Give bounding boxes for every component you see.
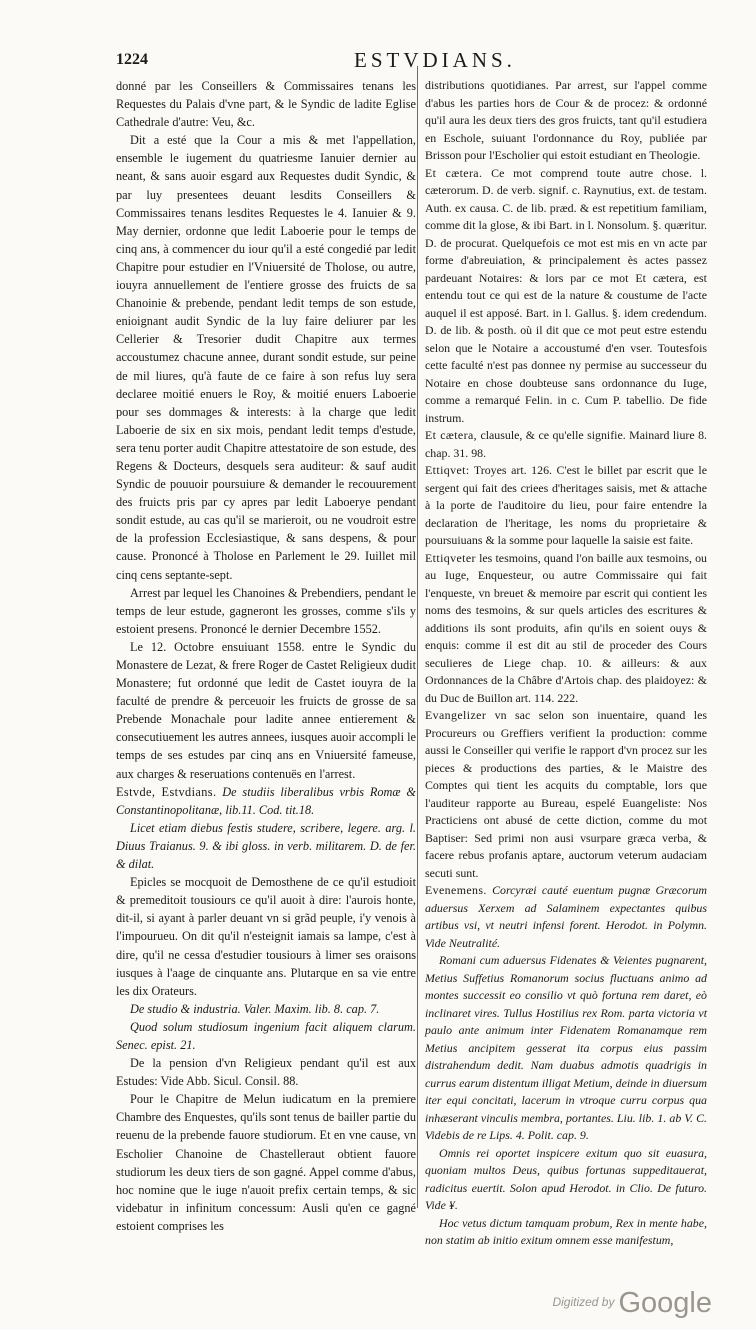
entry-headword: Ettiqvet: — [425, 463, 470, 477]
paragraph-text: Epicles se mocquoit de Demosthene de ce qu'il estudioit & premeditoit tousiours ce qu'il auoit à dire: l'aurois honte, dit-il, si ayant à parler deuant vn si grãd peuple, i'y venois à l'impourueu. On dit qu'il n'esteignit iamais sa lampe, c'est à dire, qu'il ne cessa d'estudier tousiours à limer ses oraisons iusques à l'aage de cinquante ans. Plutarque en sa vie entre les dix Orateurs. — [116, 875, 416, 998]
paragraph-text: distributions quotidianes. Par arrest, sur l'appel comme d'abus les parties hors de Cour & de procez: & ordonné qu'il aura les deux tiers des gros fruicts, tant qu'il estudiera en Eschole, suiuant l'ordonnance du Roy, publiée par Brisson pour l'Escholier qui estoit estudiant en Theologie. — [425, 78, 707, 162]
left-column — [116, 77, 416, 1235]
paragraph-text: Romani cum aduersus Fidenates & Veientes pugnarent, Metius Suffetius Romanorum socius fluctuans animo ad montes successit eo consilio vt quò fortuna rem daret, eò inclinaret vires. Tullus Hostilius rex Rom. parta victoria vt paulo ante animum inter Fidenatem Romanamque rem Metius ancipitem gesserat ita corpus eius passim distrahendum dedit. Nam duabus admotis quadrigis in currus earum distentum illigat Metium, deinde in diuersum iter equi concitati, lacerum in vtroque curru corpus qua inhæserant vinculis membra, portantes. Liu. lib. 1. ab V. C. Videbis de re Lips. 4. Polit. cap. 9. — [425, 953, 707, 1142]
paragraph — [116, 77, 416, 131]
paragraph-text: vn sac selon son inuentaire, quand les Procureurs ou Greffiers verifient la production: comme aussi le Conseiller qui verifie le rapport d'vn procez sur les pieces & productions des parties, & le Maistre des Comptes qui tient les acquits du comptable, lors que l'auditeur rapporte au Bureau, espelé Euangeliste: Nos Practiciens ont abusé de cette diction, comme du mot Baptiser: Sed primi non ausi vsurpare græca verba, & facere rebus profanis aptare, auctorum veterum audaciam secuti sunt. — [425, 708, 707, 880]
paragraph — [425, 1145, 707, 1215]
paragraph — [116, 131, 416, 583]
paragraph-text: Le 12. Octobre ensuiuant 1558. entre le Syndic du Monastere de Lezat, & frere Roger de Castet Religieux dudit Monastere; fut ordonné que ledit de Castet iouyra de la faculté de prendre & perceuoir les fruicts de grosse de sa Prebende Monachale pour ladite annee entierement & consecutiuement les autres annees, iusques auoir accompli le temps de ses estudes par cinq ans en Vniuersité fameuse, aux charges & reseruations contenuës en l'arrest. — [116, 639, 416, 781]
paragraph-text: Pour le Chapitre de Melun iudicatum en la premiere Chambre des Enquestes, qu'ils sont tenus de bailler partie du reuenu de la prebende fauore studiorum. Et en vne cause, vn Escholier Chanoine de Chastelleraut obtient fauore studiorum les deux tiers de son gagné. Appel comme d'abus, hoc nomine que le iuge n'auoit prefix certain temps, & sic videbatur in infinitum concessum: Ausli qu'en ce gagné estoient comprises les — [116, 1092, 416, 1233]
page-number: 1224 — [116, 51, 148, 68]
paragraph — [425, 462, 707, 550]
paragraph-text: Hoc vetus dictum tamquam probum, Rex in mente habe, non statim ab initio exitum omnem esse manifestum, — [425, 1215, 707, 1247]
paragraph — [116, 1054, 416, 1090]
page-header — [116, 48, 698, 74]
digitized-by-text: Digitized by — [552, 1295, 615, 1309]
paragraph — [425, 952, 707, 1145]
paragraph-text: Corcyræi cauté euentum pugnæ Græcorum aduersus Xerxem ad Salaminem expectantes quibus artibus vsi, vt neutri infensi forent. Herodot. in Polymn. Vide Neutralité. — [425, 883, 707, 950]
paragraph — [116, 1090, 416, 1235]
entry-headword: Estvde, Estvdians. — [116, 784, 217, 799]
paragraph — [116, 783, 416, 819]
paragraph-text: Arrest par lequel les Chanoines & Prebendiers, pendant le temps de leur estude, gagneront les grosses, comme s'ils y estoient presens. Prononcé le dernier Decembre 1552. — [116, 585, 416, 636]
paragraph-text: De studiis liberalibus vrbis Romæ & Constantinopolitanæ, lib.11. Cod. tit.18. — [116, 784, 416, 817]
google-logo-text: Google — [618, 1287, 712, 1319]
paragraph-text: Licet etiam diebus festis studere, scribere, legere. arg. l. Diuus Traianus. 9. & ibi gloss. in verb. militarem. D. de fer. & dilat. — [116, 820, 416, 872]
paragraph — [116, 1000, 416, 1018]
paragraph — [425, 165, 707, 428]
entry-headword: Evenemens. — [425, 883, 487, 897]
paragraph-text: clausule, & ce qu'elle signifie. Mainard liure 8. chap. 31. 98. — [425, 428, 707, 460]
paragraph-text: Ce mot comprend toute autre chose. l. cæterorum. D. de verb. signif. c. Raynutius, ext. de testam. Auth. ex causa. C. de lib. præd. & est repetitium familiam, comme dit la glose, & ibi Bart. in l. Nonsolum. §. quæritur. D. de procurat. Quelquefois ce mot est mis en vn acte par forme d'abreuiation, & principalement ès actes passez pardeuant Notaires: & lors par ce mot Et cætera, est entendu tout ce qui est de la nature & coustume de l'acte auquel il est apposé. Bart. in l. Gallus. §. idem credendum. D. de lib. & posth. où il dit que ce mot peut estre estendu selon que le Notaire a accoustumé d'en vser. Toutesfois cette faculté n'est pas donnee ny permise au successeur du Notaire en chose doubteuse sans ordonnance du Iuge, comme a remarqué Felin. in c. Cum P. tabellio. De fide instrum. — [425, 165, 707, 425]
paragraph — [425, 427, 707, 462]
paragraph — [425, 1215, 707, 1250]
paragraph-text: Dit a esté que la Cour a mis & met l'appellation, ensemble le iugement du quatriesme Ianuier dernier au neant, & sans auoir esgard aux Requestes dudit Syndic, & par luy presentees deuant lesdits Conseillers & Commissaires tenans lesdites Requestes le 4. Ianuier & 9. May dernier, ordonne que ledit Laboerie pour le temps de cinq ans, à commencer du iour qu'il a esté congedié par ledit Chapitre pour estudier en l'Vniuersité de Tholose, ou autre, iouyra annuellement de l'entiere grosse des fruicts de sa Chanoinie & prebende, pendant ledit temps de son estude, enioignant audit Syndic de la luy faire deliurer par les Cellerier & Tresorier dudit Chapitre aux termes accoustumez chacune annee, durant sondit estude, sur peine de mil liures, qu'à faute de ce faire à son refus luy sera declaree moitié enuers le Roy, & moitié enuers Laboerie pour ses dommages & interests: à la charge que ledit Laboerie de six en six mois, pendant ledit temps d'estude, sera tenu porter audit Chapitre attestatoire de son estude, des Regens & Docteurs, desquels sera auditeur: & sauf audit Syndic de pouuoir poursuiure & demander le recouurement des fruicts pris par cy apres par ledit Laboerye pendant sondit estude, au cas qu'il se marieroit, ou ne voudroit estre de la profession Ecclesiastique, & sans despens, & pour cause. Prononcé à Tholose en Parlement le 29. Iuillet mil cinq cens septante-sept. — [116, 133, 416, 582]
right-column — [425, 77, 707, 1250]
running-title: ESTVDIANS. — [354, 48, 516, 72]
paragraph-text: De studio & industria. Valer. Maxim. lib. 8. cap. 7. — [130, 1001, 380, 1016]
paragraph — [116, 584, 416, 638]
paragraph-text: De la pension d'vn Religieux pendant qu'il est aux Estudes: Vide Abb. Sicul. Consil. 88. — [116, 1056, 416, 1089]
paragraph — [116, 638, 416, 783]
entry-headword: Evangelizer — [425, 708, 487, 722]
paragraph — [425, 77, 707, 165]
entry-headword: Et cætera, — [425, 428, 477, 442]
paragraph — [116, 1018, 416, 1054]
entry-headword: Ettiqveter — [425, 550, 476, 565]
paragraph — [116, 873, 416, 1000]
paragraph — [425, 707, 707, 882]
paragraph-text: Troyes art. 126. C'est le billet par escrit que le sergent qui fait des criees d'heritages saisis, met & attache à la porte de l'auditoire du lieu, pour faire entendre la declaration de l'heritage, les noms du proprietaire & poursuiuans & la somme pour laquelle la saisie est faite. — [425, 463, 707, 547]
entry-headword: Et cætera. — [425, 165, 483, 180]
paragraph-text: Omnis rei oportet inspicere exitum quo sit euasura, quoniam multos Deus, quibus fortunas suppeditauerat, radicitus euertit. Solon apud Herodot. in Clio. De futuro. Vide ¥. — [425, 1145, 707, 1212]
digitized-watermark — [552, 1287, 712, 1320]
paragraph — [425, 550, 707, 708]
paragraph-text: les tesmoins, quand l'on baille aux tesmoins, ou au Iuge, Enquesteur, ou autre Commissaire qui fait l'enqueste, vn breuet & memoire par escrit qui contient les noms des tesmoins, & sur quels articles des escritures & additions ils sont produits, afin qu'ils en soient ouys & enquis: comme il est dit au stil de proceder des Cours seculieres de Liege chap. 10. & ailleurs: & aux Ordonnances de la Châbre d'Artois chap. des plaidoyez: & du Duc de Buillon art. 114. 222. — [425, 550, 707, 705]
paragraph-text: Quod solum studiosum ingenium facit aliquem clarum. Senec. epist. 21. — [116, 1019, 416, 1052]
paragraph — [425, 882, 707, 952]
paragraph-text: donné par les Conseillers & Commissaires tenans les Requestes du Palais d'vne part, & le Syndic de ladite Eglise Cathedrale d'autre: Veu, &c. — [116, 79, 416, 130]
paragraph — [116, 819, 416, 873]
column-divider — [417, 66, 418, 1208]
